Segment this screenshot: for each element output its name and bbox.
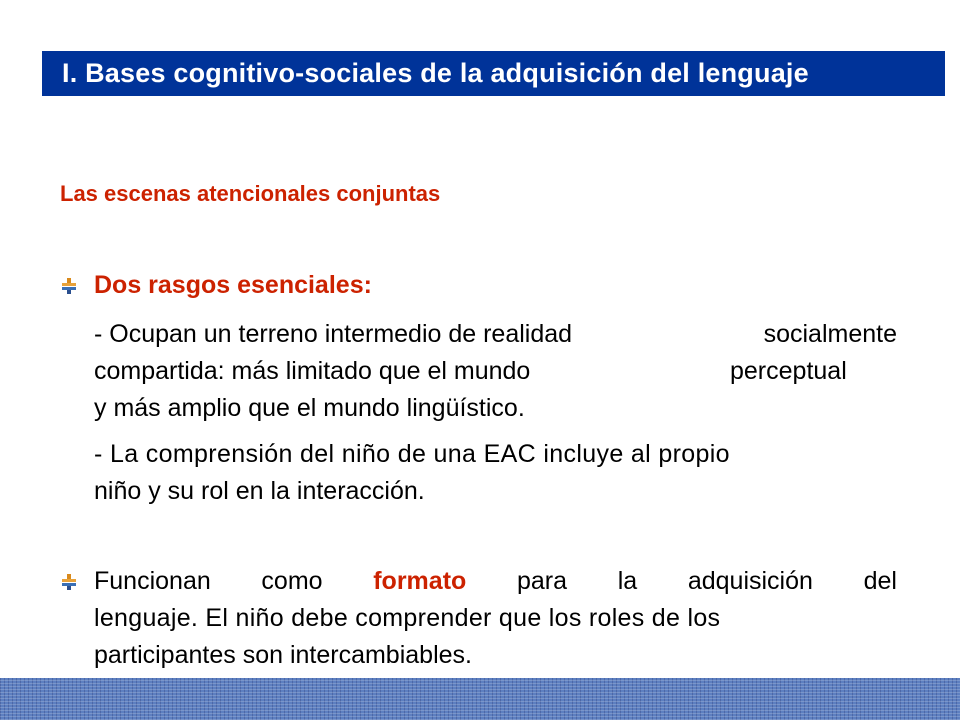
word: como (261, 567, 323, 595)
slide-subtitle: Las escenas atencionales conjuntas (60, 181, 441, 206)
item1-line1-text: - Ocupan un terreno intermedio de realidad (94, 320, 573, 348)
bullet1-item1 (94, 316, 897, 427)
item1-line2-end: perceptual (730, 357, 847, 385)
emphasis-word: formato (373, 567, 467, 595)
word: adquisición (687, 567, 813, 595)
bullet1-item2 (94, 436, 730, 510)
bullet-heading: Dos rasgos esenciales: (94, 271, 372, 299)
word: del (863, 567, 897, 595)
bullet2-line3: participantes son intercambiables. (94, 641, 472, 669)
bullet-icon (60, 573, 78, 591)
item1-line1-end: socialmente (763, 320, 897, 348)
word: la (617, 567, 638, 595)
item2-line2: niño y su rol en la interacción. (94, 477, 425, 505)
item2-line1: - La comprensión del niño de una EAC incluye al propio (94, 440, 730, 468)
item1-line1 (94, 316, 897, 353)
item1-line2-text: compartida: más limitado que el mundo (94, 357, 531, 385)
title-bar (42, 51, 945, 96)
item1-line2 (94, 353, 897, 390)
footer-band (0, 678, 960, 720)
word: para (516, 567, 568, 595)
word: Funcionan (94, 567, 211, 595)
item1-line3: y más amplio que el mundo lingüístico. (94, 394, 525, 422)
bullet2-line2: lenguaje. El niño debe comprender que los roles de los (94, 604, 721, 632)
bullet-icon (60, 277, 78, 295)
bullet2-paragraph (94, 563, 897, 674)
bullet2-line1 (94, 563, 897, 600)
slide-title: I. Bases cognitivo-sociales de la adquisición del lenguaje (62, 58, 809, 88)
